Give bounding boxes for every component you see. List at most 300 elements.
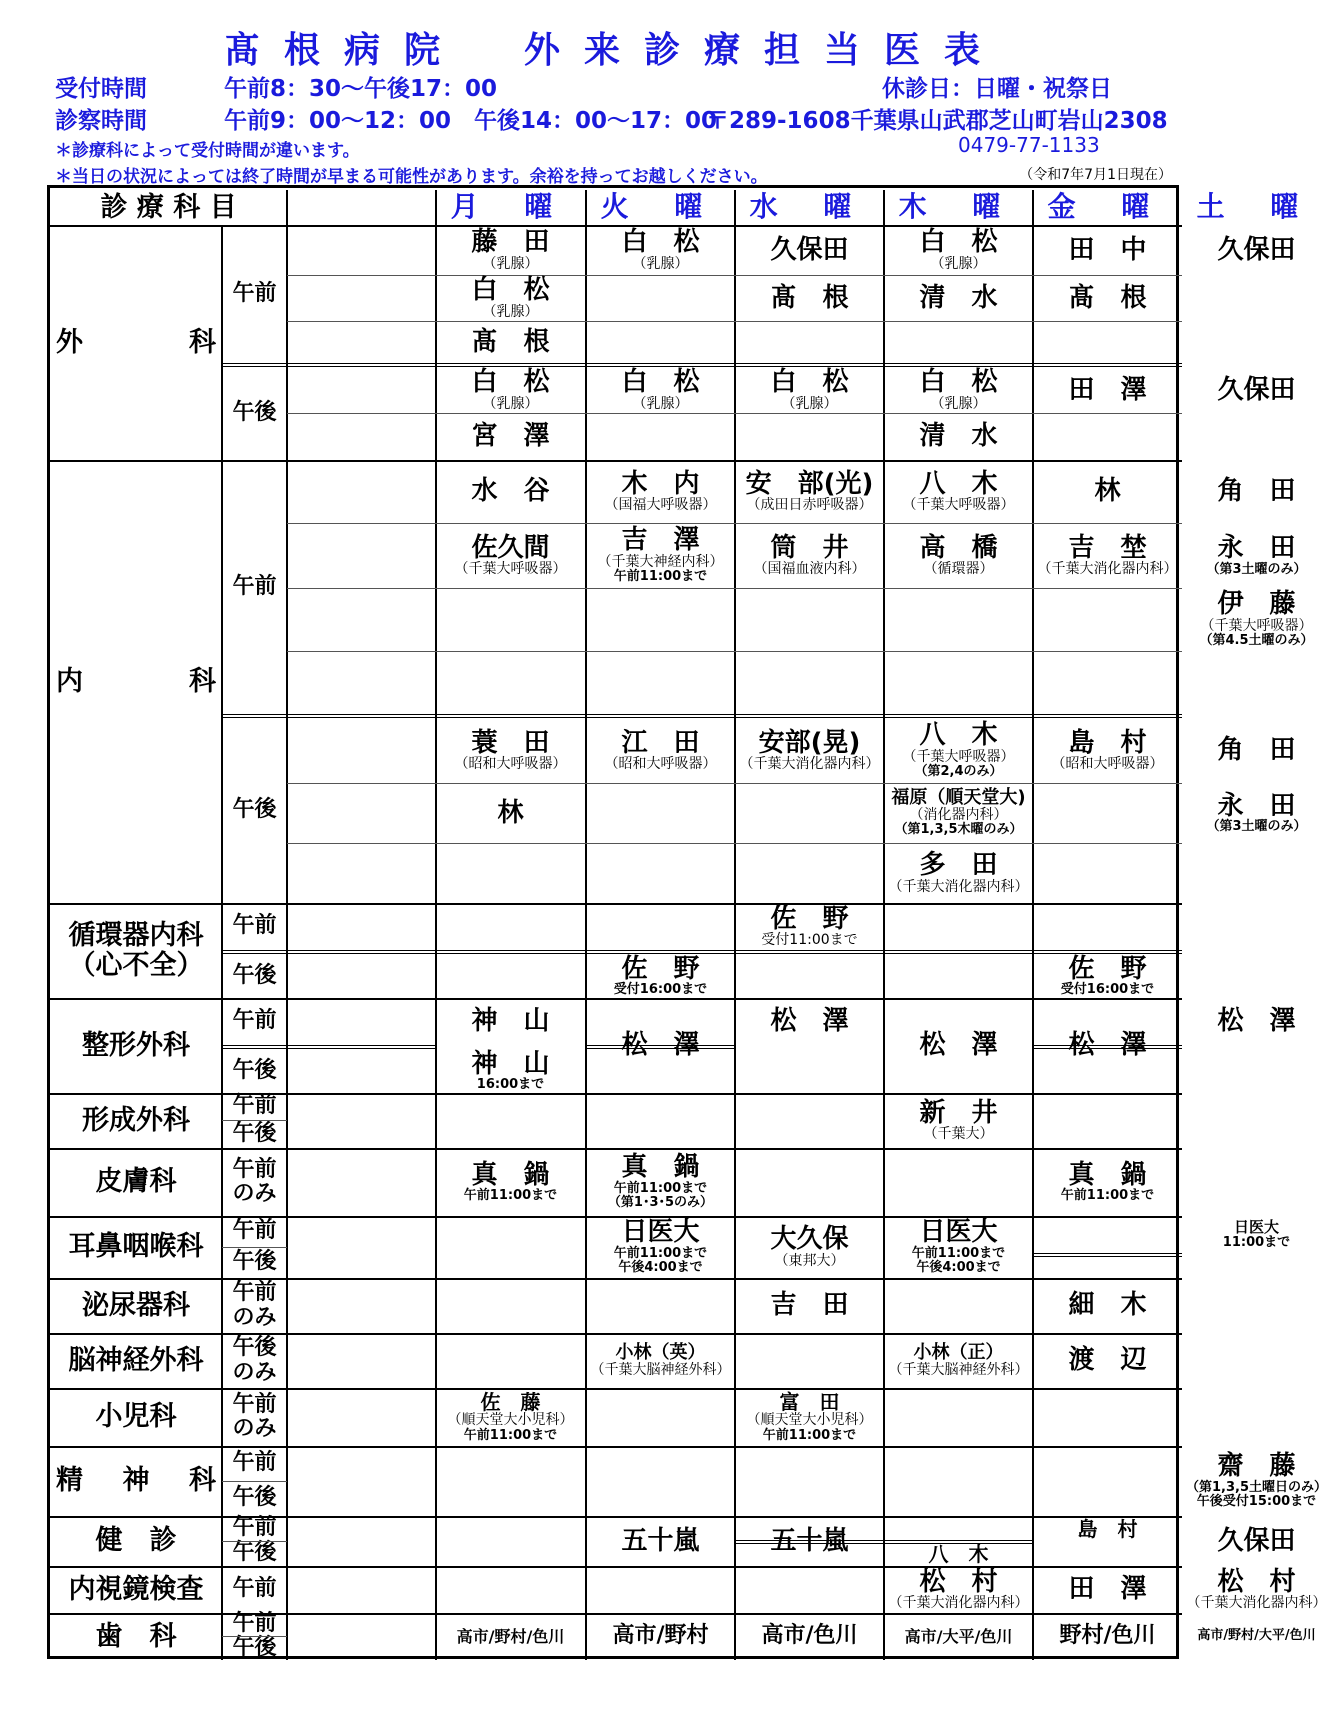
doctor-name: 永 田 xyxy=(1217,790,1296,821)
session-label xyxy=(222,1446,287,1481)
doctor-cell xyxy=(1033,367,1182,413)
doctor-cell xyxy=(884,998,1033,1093)
doctor-cell xyxy=(1033,1566,1182,1613)
doctor-cell xyxy=(1033,954,1182,998)
session-text: 午前 xyxy=(232,573,277,599)
session-label xyxy=(222,1278,287,1333)
doctor-cell xyxy=(1033,523,1182,588)
schedule-table xyxy=(47,185,1327,1660)
doctor-name: 高市/野村/大平/色川 xyxy=(1197,1628,1316,1644)
doctor-name: 佐久間 xyxy=(471,532,550,563)
day-label: 木 曜 xyxy=(898,190,1019,224)
day-label: 月 曜 xyxy=(450,190,571,224)
session-text: 午後 xyxy=(232,1057,277,1083)
grid-line xyxy=(286,190,288,225)
doctor-name: 蓑 田 xyxy=(471,727,550,758)
doctor-affiliation: （乳腺） xyxy=(482,395,539,412)
doctor-cell xyxy=(436,783,585,843)
day-label: 土 曜 xyxy=(1196,190,1317,224)
doctor-name: 宮 澤 xyxy=(471,421,550,452)
doctor-name: 多 田 xyxy=(919,850,998,880)
schedule-note: 午前11:00まで xyxy=(463,1427,558,1443)
note-closing: ＊当日の状況によっては終了時間が早まる可能性があります。余裕を持ってお越しください。 xyxy=(55,167,768,187)
doctor-name: 白 松 xyxy=(621,367,700,397)
doctor-name: 高市/野村 xyxy=(612,1623,709,1649)
doctor-cell xyxy=(586,718,735,783)
doctor-name: 五十嵐 xyxy=(770,1525,849,1556)
reception-time: 午前8：30～午後17：00 xyxy=(224,76,498,102)
doctor-name: 田 中 xyxy=(1068,234,1147,265)
doctor-cell xyxy=(1033,1148,1182,1216)
doctor-affiliation: （千葉大消化器内科） xyxy=(739,756,880,773)
schedule-note: （第1･3･5のみ） xyxy=(607,1195,714,1211)
doctor-cell xyxy=(436,275,585,321)
day-header-sat xyxy=(1182,190,1331,225)
doctor-name: 吉 埜 xyxy=(1068,532,1147,563)
day-header-tue xyxy=(586,190,735,225)
grid-line xyxy=(287,413,1182,414)
doctor-cell xyxy=(436,367,585,413)
doctor-affiliation: （順天堂大小児科） xyxy=(746,1412,873,1429)
dept-label: 皮膚科 xyxy=(95,1166,177,1198)
dept-hifu xyxy=(50,1148,222,1216)
doctor-cell xyxy=(1033,460,1182,523)
doctor-name: 八 木 xyxy=(919,468,998,499)
doctor-name: 松 澤 xyxy=(1068,1030,1147,1061)
session-text: 午後 xyxy=(232,1249,277,1275)
doctor-name: 角 田 xyxy=(1217,476,1296,507)
dept-hinyo xyxy=(50,1278,222,1333)
dept-label: 小児科 xyxy=(95,1401,177,1433)
dept-keisei xyxy=(50,1093,222,1148)
doctor-cell xyxy=(436,1148,585,1216)
doctor-cell xyxy=(586,460,735,523)
dept-label: 歯 科 xyxy=(95,1620,177,1652)
doctor-name: 高市/色川 xyxy=(761,1623,858,1649)
schedule-note: （第3土曜のみ） xyxy=(1206,819,1307,835)
day-header-thu xyxy=(884,190,1033,225)
schedule-note: （第3土曜のみ） xyxy=(1206,561,1307,577)
doctor-affiliation: （千葉大呼吸器） xyxy=(454,561,567,578)
doctor-affiliation: （乳腺） xyxy=(482,255,539,272)
doctor-cell xyxy=(735,523,884,588)
doctor-affiliation: （消化器内科） xyxy=(909,807,1008,824)
doctor-cell xyxy=(735,1613,884,1660)
doctor-cell xyxy=(735,1278,884,1333)
doctor-cell xyxy=(1182,718,1331,783)
doctor-name: 白 松 xyxy=(919,367,998,397)
doctor-name: 松 澤 xyxy=(621,1030,700,1061)
day-header-mon xyxy=(436,190,585,225)
doctor-affiliation: （千葉大消化器内科） xyxy=(1037,561,1178,578)
dept-naika xyxy=(50,460,222,903)
doctor-name: 神 山 xyxy=(471,1006,550,1037)
doctor-name: 野村/色川 xyxy=(1059,1623,1156,1649)
schedule-note: 午前11:00まで xyxy=(762,1427,857,1443)
day-header-wed xyxy=(735,190,884,225)
schedule-note: 午前11:00まで xyxy=(613,1181,708,1196)
doctor-cell xyxy=(1182,225,1331,275)
doctor-name: 真 鍋 xyxy=(471,1159,550,1190)
session-label xyxy=(222,1093,287,1120)
doctor-cell xyxy=(884,413,1033,460)
session-text: 午前 xyxy=(232,1515,277,1541)
doctor-name: 八 木 xyxy=(928,1541,989,1566)
doctor-cell xyxy=(1033,1333,1182,1388)
doctor-name: 真 鍋 xyxy=(621,1152,700,1183)
doctor-name: 日医大 xyxy=(1233,1218,1279,1237)
doctor-name: 髙 根 xyxy=(770,282,849,313)
phone-number: 0479-77-1133 xyxy=(958,133,1100,157)
dept-label: 診 療 科 目 xyxy=(100,191,237,223)
doctor-affiliation: （昭和大呼吸器） xyxy=(604,756,717,773)
doctor-name: 小林（英） xyxy=(615,1341,706,1363)
dept-label: 泌尿器科 xyxy=(82,1289,190,1321)
schedule-note: 午前11:00まで xyxy=(613,569,708,585)
session-text: 午前 xyxy=(232,280,277,306)
doctor-affiliation: （昭和大呼吸器） xyxy=(454,756,567,773)
doctor-name: 八 木 xyxy=(919,720,998,751)
grid-line xyxy=(222,1481,287,1482)
doctor-cell xyxy=(586,367,735,413)
doctor-affiliation: （国福大呼吸器） xyxy=(604,497,717,514)
session-label xyxy=(222,1148,287,1216)
doctor-affiliation: 受付11:00まで xyxy=(761,932,858,949)
dept-label: 耳鼻咽喉科 xyxy=(68,1231,204,1263)
doctor-cell xyxy=(436,413,585,460)
doctor-name: 大久保 xyxy=(770,1224,849,1254)
doctor-name: 細 木 xyxy=(1068,1290,1147,1321)
day-header-fri xyxy=(1033,190,1182,225)
doctor-name: 神 山 xyxy=(471,1048,550,1079)
dept-noushin xyxy=(50,1333,222,1388)
doctor-cell xyxy=(735,718,884,783)
doctor-affiliation: （千葉大呼吸器） xyxy=(902,748,1015,765)
doctor-cell xyxy=(884,718,1033,783)
doctor-cell xyxy=(1182,523,1331,588)
doctor-cell xyxy=(1182,1566,1331,1613)
session-label xyxy=(222,225,287,363)
doctor-cell xyxy=(1182,998,1331,1045)
doctor-affiliation: （乳腺） xyxy=(930,395,987,412)
doctor-cell xyxy=(884,1093,1033,1148)
doctor-affiliation: （千葉大脳神経外科） xyxy=(590,1361,731,1378)
doctor-affiliation: （千葉大消化器内科） xyxy=(1186,1595,1327,1612)
grid-line xyxy=(222,1247,287,1248)
schedule-note: 受付16:00まで xyxy=(1060,982,1155,998)
doctor-cell xyxy=(1033,1613,1182,1660)
doctor-cell xyxy=(735,1216,884,1278)
doctor-name: 松 澤 xyxy=(770,1006,849,1037)
doctor-cell xyxy=(586,1148,735,1216)
session-text: 午前 xyxy=(232,1218,277,1244)
doctor-name: 渡 辺 xyxy=(1068,1345,1147,1376)
schedule-note: （第4.5土曜のみ） xyxy=(1199,633,1314,649)
doctor-name: 高市/大平/色川 xyxy=(904,1626,1013,1646)
doctor-name: 江 田 xyxy=(621,727,700,758)
doctor-cell xyxy=(1182,1613,1331,1660)
session-text: 午後 xyxy=(232,962,277,988)
doctor-cell xyxy=(436,460,585,523)
doctor-cell xyxy=(436,321,585,363)
schedule-note: 受付16:00まで xyxy=(613,982,708,998)
doctor-cell xyxy=(884,523,1033,588)
doctor-name: 高 橋 xyxy=(919,532,998,563)
doctor-cell xyxy=(884,1566,1033,1613)
doctor-cell xyxy=(735,225,884,275)
dept-seishin xyxy=(50,1446,222,1516)
dept-kenshin xyxy=(50,1516,222,1566)
doctor-cell xyxy=(436,225,585,275)
doctor-affiliation: （千葉大） xyxy=(923,1126,994,1143)
doctor-cell xyxy=(1033,718,1182,783)
doctor-name: 髙 根 xyxy=(1068,282,1147,313)
session-label xyxy=(222,1566,287,1613)
session-text: 午後 xyxy=(232,1485,277,1511)
doctor-cell xyxy=(884,367,1033,413)
session-label xyxy=(222,1333,287,1388)
schedule-note: 午前11:00まで xyxy=(911,1246,1006,1261)
session-label xyxy=(222,1216,287,1247)
doctor-cell xyxy=(884,783,1033,843)
doctor-cell xyxy=(884,1333,1033,1388)
dept-naishi xyxy=(50,1566,222,1613)
session-label xyxy=(222,367,287,460)
exam-label: 診察時間 xyxy=(55,108,147,134)
session-label xyxy=(222,1247,287,1278)
dept-label: 循環器内科（心不全） xyxy=(68,919,204,981)
doctor-affiliation: （東邦大） xyxy=(774,1252,845,1269)
dept-label: 内視鏡検査 xyxy=(68,1573,204,1605)
doctor-cell xyxy=(1182,1216,1331,1253)
schedule-note: （第2,4のみ） xyxy=(914,764,1003,780)
note-reception: ＊診療科によって受付時間が違います。 xyxy=(55,141,360,161)
doctor-cell xyxy=(436,998,585,1045)
doctor-affiliation: （千葉大脳神経外科） xyxy=(888,1361,1029,1378)
doctor-name: 日医大 xyxy=(621,1217,700,1248)
doctor-name: 安 部(光) xyxy=(745,468,874,499)
doctor-cell xyxy=(735,1516,884,1566)
session-label xyxy=(222,1481,287,1516)
grid-line xyxy=(222,1541,287,1542)
exam-time: 午前9：00～12：00 午後14：00～17：00 xyxy=(224,108,718,134)
doctor-affiliation: （乳腺） xyxy=(632,395,689,412)
dept-seikei xyxy=(50,998,222,1093)
dept-jibi xyxy=(50,1216,222,1278)
session-label xyxy=(222,998,287,1045)
grid-line xyxy=(287,843,1182,844)
session-text: 午前 xyxy=(232,1008,277,1034)
doctor-name: 久保田 xyxy=(1217,234,1296,265)
doctor-cell xyxy=(436,718,585,783)
doctor-name: 髙 根 xyxy=(471,326,550,357)
doctor-cell xyxy=(1182,588,1331,651)
session-label xyxy=(222,718,287,903)
reception-label: 受付時間 xyxy=(55,76,147,102)
doctor-name: 白 松 xyxy=(471,275,550,305)
session-text: 午後 xyxy=(232,1120,277,1146)
doctor-cell xyxy=(1033,998,1182,1093)
grid-line xyxy=(287,1045,436,1049)
doctor-cell xyxy=(436,1049,585,1093)
doctor-affiliation: （成田日赤呼吸器） xyxy=(746,497,873,514)
doctor-name: 島 村 xyxy=(1077,1516,1138,1541)
doctor-affiliation: （千葉大消化器内科） xyxy=(888,1595,1029,1612)
doctor-cell xyxy=(586,1613,735,1660)
holiday-info: 休診日：日曜・祝祭日 xyxy=(882,76,1112,102)
doctor-affiliation: （千葉大神経内科） xyxy=(597,553,724,570)
doctor-cell xyxy=(735,998,884,1045)
doctor-cell xyxy=(735,460,884,523)
grid-line xyxy=(1033,1253,1182,1257)
doctor-name: 林 xyxy=(1094,476,1121,507)
doctor-name: 松 澤 xyxy=(1217,1006,1296,1037)
as-of-date: （令和7年7月1日現在） xyxy=(1019,167,1172,183)
doctor-name: 永 田 xyxy=(1217,533,1296,564)
doctor-affiliation: （乳腺） xyxy=(781,395,838,412)
doctor-name: 五十嵐 xyxy=(621,1525,700,1556)
session-text: 午前 xyxy=(232,1611,277,1637)
doctor-name: 佐 野 xyxy=(1068,953,1147,984)
doctor-affiliation: （乳腺） xyxy=(482,303,539,320)
doctor-name: 白 松 xyxy=(770,367,849,397)
doctor-cell xyxy=(735,1388,884,1446)
session-label xyxy=(222,1636,287,1660)
dept-shoni xyxy=(50,1388,222,1446)
doctor-cell xyxy=(1182,367,1331,413)
doctor-cell xyxy=(586,1333,735,1388)
doctor-cell xyxy=(1033,1516,1182,1541)
session-text: 午前のみ xyxy=(232,1156,277,1206)
doctor-cell xyxy=(884,1541,1033,1566)
doctor-cell xyxy=(1182,783,1331,843)
schedule-note: 午後4:00まで xyxy=(916,1260,1001,1276)
dept-label: 内 科 xyxy=(56,665,216,697)
session-text: 午後のみ xyxy=(232,1335,277,1385)
schedule-note: 11:00まで xyxy=(1222,1234,1291,1250)
doctor-name: 伊 藤 xyxy=(1217,589,1296,620)
doctor-cell xyxy=(884,460,1033,523)
session-label xyxy=(222,1613,287,1636)
doctor-name: 清 水 xyxy=(919,282,998,313)
doctor-name: 島 村 xyxy=(1068,727,1147,758)
doctor-cell xyxy=(1182,460,1331,523)
doctor-name: 久保田 xyxy=(1217,1525,1296,1556)
dept-label: 形成外科 xyxy=(82,1104,190,1136)
session-label xyxy=(222,1120,287,1148)
day-label: 金 曜 xyxy=(1047,190,1168,224)
doctor-name: 佐 野 xyxy=(621,953,700,984)
schedule-note: 午前11:00まで xyxy=(613,1246,708,1261)
doctor-cell xyxy=(884,1216,1033,1278)
doctor-cell xyxy=(884,275,1033,321)
dept-label: 精 神 科 xyxy=(56,1465,216,1497)
doctor-name: 吉 澤 xyxy=(621,525,700,556)
session-text: 午前 xyxy=(232,1093,277,1119)
doctor-name: 安部(晃) xyxy=(758,727,861,758)
doctor-name: 新 井 xyxy=(919,1097,998,1128)
doctor-cell xyxy=(586,1516,735,1566)
session-text: 午前 xyxy=(232,913,277,939)
grid-line xyxy=(222,1045,287,1049)
dept-junkan xyxy=(50,903,222,998)
schedule-note: 午後受付15:00まで xyxy=(1196,1494,1317,1510)
grid-line xyxy=(287,588,1182,589)
doctor-affiliation: （千葉大消化器内科） xyxy=(888,878,1029,895)
schedule-note: 16:00まで xyxy=(476,1077,545,1093)
doctor-name: 林 xyxy=(497,797,524,828)
session-text: 午前のみ xyxy=(232,1280,277,1330)
doctor-cell xyxy=(884,843,1033,903)
dept-label: 外 科 xyxy=(56,326,216,358)
session-text: 午後 xyxy=(232,1634,277,1660)
address: 〒289-1608千葉県山武郡芝山町岩山2308 xyxy=(706,108,1168,134)
doctor-affiliation: （循環器） xyxy=(923,561,994,578)
dept-label: 整形外科 xyxy=(82,1029,190,1061)
session-label xyxy=(222,1049,287,1093)
doctor-affiliation: （乳腺） xyxy=(632,255,689,272)
doctor-cell xyxy=(586,523,735,588)
session-text: 午前 xyxy=(232,1576,277,1602)
doctor-name: 久保田 xyxy=(1217,374,1296,405)
doctor-name: 筒 井 xyxy=(770,532,849,563)
session-text: 午前のみ xyxy=(232,1391,277,1441)
schedule-note: 午前11:00まで xyxy=(1060,1188,1155,1204)
session-text: 午前 xyxy=(232,1450,277,1476)
session-text: 午後 xyxy=(232,797,277,823)
session-text: 午後 xyxy=(232,400,277,426)
session-label xyxy=(222,1516,287,1541)
doctor-name: 小林（正） xyxy=(913,1341,1004,1363)
doctor-name: 角 田 xyxy=(1217,735,1296,766)
schedule-note: 午後4:00まで xyxy=(618,1260,703,1276)
session-text: 午後 xyxy=(232,1540,277,1566)
doctor-cell xyxy=(436,523,585,588)
doctor-affiliation: （千葉大呼吸器） xyxy=(1200,617,1313,634)
session-label xyxy=(222,1541,287,1566)
doctor-affiliation: （順天堂大小児科） xyxy=(447,1412,574,1429)
doctor-name: 松 村 xyxy=(1217,1566,1296,1597)
dept-shika xyxy=(50,1613,222,1660)
doctor-name: 福原（順天堂大) xyxy=(891,787,1026,809)
doctor-cell xyxy=(735,367,884,413)
doctor-name: 真 鍋 xyxy=(1068,1159,1147,1190)
session-label xyxy=(222,903,287,950)
session-label xyxy=(222,460,287,714)
doctor-name: 富 田 xyxy=(779,1390,840,1415)
doctor-cell xyxy=(1182,1446,1331,1516)
doctor-cell xyxy=(586,225,735,275)
doctor-cell xyxy=(735,903,884,950)
doctor-cell xyxy=(884,1613,1033,1660)
doctor-name: 田 澤 xyxy=(1068,374,1147,405)
grid-line xyxy=(222,1120,287,1121)
day-label: 火 曜 xyxy=(600,190,721,224)
doctor-name: 久保田 xyxy=(770,234,849,265)
schedule-note: （第1,3,5土曜日のみ） xyxy=(1185,1480,1327,1495)
doctor-name: 齋 藤 xyxy=(1217,1451,1296,1482)
doctor-name: 水 谷 xyxy=(471,476,550,507)
doctor-name: 佐 野 xyxy=(770,903,849,934)
doctor-name: 日医大 xyxy=(919,1217,998,1248)
dept-label: 健 診 xyxy=(95,1525,177,1557)
doctor-name: 松 澤 xyxy=(919,1030,998,1061)
doctor-name: 藤 田 xyxy=(471,227,550,257)
doctor-name: 田 澤 xyxy=(1068,1574,1147,1605)
grid-line xyxy=(287,651,1182,652)
doctor-cell xyxy=(586,1216,735,1278)
doctor-affiliation: （千葉大呼吸器） xyxy=(902,497,1015,514)
